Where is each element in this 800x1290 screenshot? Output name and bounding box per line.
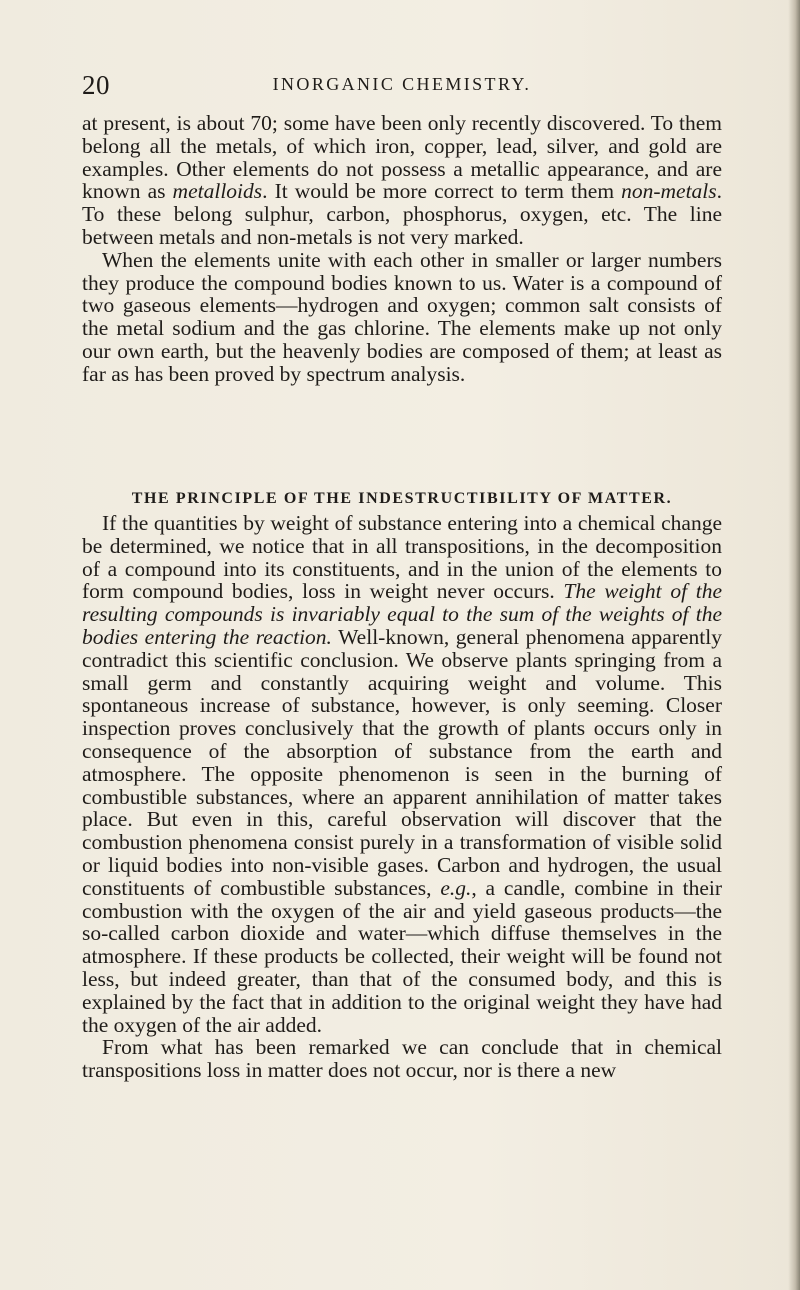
page-header <box>82 70 722 100</box>
paragraph-elements <box>82 112 722 249</box>
principle-statement: The weight of the resulting compounds is invariably equal to the sum of the weights of the bodies entering the reaction. <box>82 579 722 649</box>
paragraph-compounds: When the elements unite with each other in smaller or larger numbers they produce the compound bodies known to us. Water is a compound of two gaseous elements—hydrogen and oxygen; common salt consists of the metal sodium and the gas chlorine. The elements make up not only our own earth, but the heavenly bodies are composed of them; at least as far as has been proved by spectrum analysis. <box>82 247 722 386</box>
para3-text-a: If the quantities by weight of substance entering into a chemical change be determined, we notice that in all transpositions, in the decomposition of a compound into its constituents, and in the union of the elements to form compound bodies, loss in weight never occurs. <box>82 511 722 604</box>
abbrev-eg: e.g. <box>440 875 472 900</box>
running-head: INORGANIC CHEMISTRY. <box>272 74 532 94</box>
section-heading: THE PRINCIPLE OF THE INDESTRUCTIBILITY OF MATTER. <box>131 490 673 507</box>
page-number: 20 <box>82 70 110 100</box>
term-metalloids: metalloids <box>172 179 263 204</box>
term-non-metals: non-metals <box>621 179 717 204</box>
page-edge-shadow <box>788 0 800 1290</box>
paragraph-conclusion: From what has been remarked we can conclude that in chemical transpositions loss in matter does not occur, nor is there a new <box>82 1035 722 1083</box>
para1-text-c: . It would be more correct to term them <box>262 179 622 204</box>
para1-text-e: . To these belong sulphur, carbon, phosphorus, oxygen, etc. The line between metals and non-metals is not very marked. <box>82 179 723 249</box>
para3-text-c: Well-known, general phenomena apparently contradict this scientific conclusion. We observe plants springing from a small germ and constantly acquiring weight and volume. This spontaneous increase of substance, however, is only seeming. Closer inspection proves conclusively that the growth of plants occurs only in consequence of the absorption of substance from the earth and atmosphere. The opposite phenomenon is seen in the burning of combustible substances, where an apparent annihilation of matter takes place. But even in this, careful observation will discover that the combustion phenomena consist purely in a transformation of visible solid or liquid bodies into non-visible gases. Carbon and hydrogen, the usual constituents of combustible substances, <box>82 624 722 900</box>
para3-text-e: , a candle, combine in their combustion with the oxygen of the air and yield gaseous products—the so-called carbon dioxide and water—which diffuse themselves in the atmosphere. If these products be collected, their weight will be found not less, but indeed greater, than that of the consumed body, and this is explained by the fact that in addition to the original weight they have had the oxygen of the air added. <box>82 875 722 1037</box>
principle-text <box>82 512 722 1082</box>
para1-text-a: at present, is about 70; some have been only recently discovered. To them belong all the metals, of which iron, copper, lead, silver, and gold are examples. Other elements do not possess a metallic appearance, and are known as <box>82 111 722 204</box>
paragraph-indestructibility <box>82 512 722 1036</box>
intro-text <box>82 112 722 386</box>
